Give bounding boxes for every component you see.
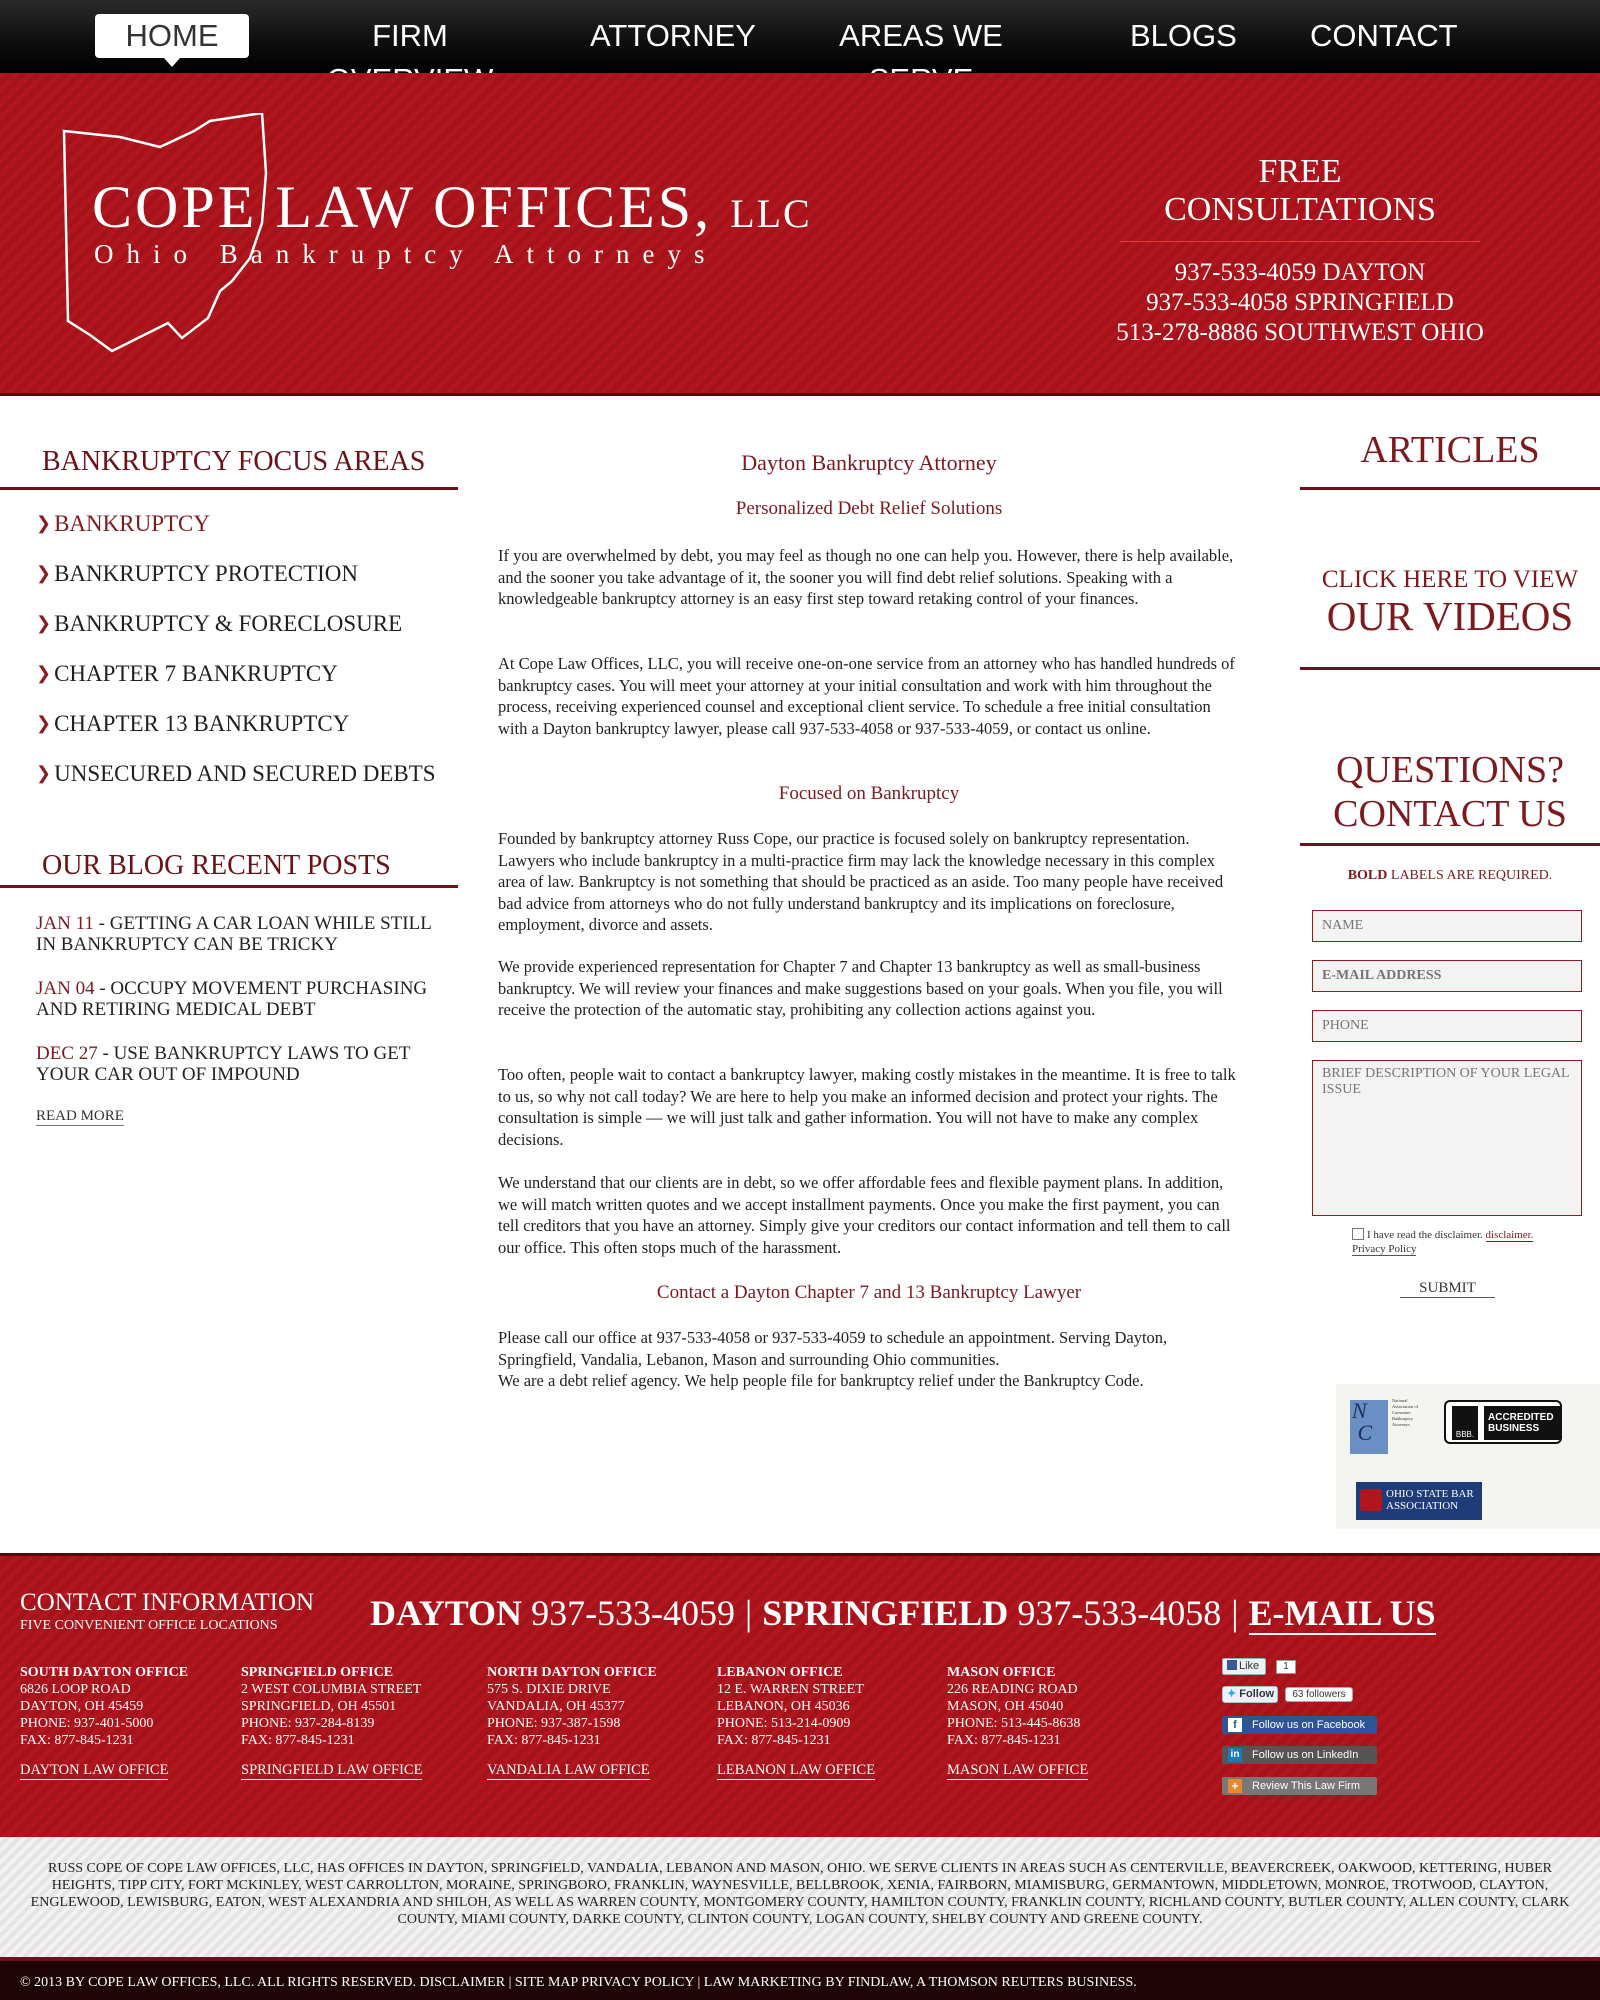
blog-post[interactable]: DEC 27 - USE BANKRUPTCY LAWS TO GET YOUR CAR OUT OF IMPOUND bbox=[36, 1043, 411, 1085]
required-note: BOLD LABELS ARE REQUIRED. bbox=[1347, 868, 1553, 883]
site-header bbox=[0, 73, 1600, 396]
plus-icon: + bbox=[1228, 1779, 1242, 1793]
chevron-right-icon: ❯ bbox=[36, 513, 52, 533]
office-mason: MASON OFFICE 226 READING ROAD MASON, OH 45040 PHONE: 513-445-8638 FAX: 877-845-1231 bbox=[947, 1665, 1081, 1748]
paragraph: Please call our office at 937-533-4058 or 937-533-4059 to schedule an appointment. Serving Dayton, Springfield, Vandalia, Lebanon, Mason and surrounding Ohio communities. bbox=[498, 1328, 1168, 1369]
office-south-dayton: SOUTH DAYTON OFFICE 6826 LOOP ROAD DAYTON, OH 45459 PHONE: 937-401-5000 FAX: 877-845-1231 bbox=[20, 1665, 189, 1748]
site-footer bbox=[0, 1553, 1600, 1837]
videos-bottom-text: OUR VIDEOS bbox=[1326, 593, 1574, 639]
blog-post[interactable]: JAN 11 - GETTING A CAR LOAN WHILE STILL IN BANKRUPTCY CAN BE TRICKY bbox=[36, 913, 432, 955]
paragraph: At Cope Law Offices, LLC, you will receive one-on-one service from an attorney who has handled hundreds of bankruptcy cases. You will meet your attorney at your initial consultation and work with him throughout the process, receiving experienced counsel and exceptional client service. To schedule a free initial consultation with a Dayton bankruptcy lawyer, please call 937-533-4058 or 937-533-4059, or contact us online. bbox=[498, 654, 1235, 738]
office-springfield: SPRINGFIELD OFFICE 2 WEST COLUMBIA STREET SPRINGFIELD, OH 45501 PHONE: 937-284-8139 FAX: 877-845-1231 bbox=[241, 1665, 422, 1748]
areas-served-text: RUSS COPE OF COPE LAW OFFICES, LLC, HAS OFFICES IN DAYTON, SPRINGFIELD, VANDALIA, LEBANON AND MASON, OHIO. WE SERVE CLIENTS IN AREAS SUCH AS CENTERVILLE, BEAVERCREEK, OAKWOOD, KETTERING, HUBER HEIGHTS, TIPP CITY, FORT MCKINLEY, WEST CARROLLTON, MORAINE, SPRINGBORO, FRANKLIN, WAYNESVILLE, BELLBROOK, XENIA, FAIRBORN, MIAMISBURG, GERMANTOWN, MIDDLETOWN, MONROE, TROTWOOD, CLAYTON, ENGLEWOOD, LEWISBURG, EATON, WEST ALEXANDRIA AND SHILOH, AS WELL AS WARREN COUNTY, MONTGOMERY COUNTY, HAMILTON COUNTY, FRANKLIN COUNTY, RICHLAND COUNTY, BUTLER COUNTY, ALLEN COUNTY, CLARK COUNTY, MIAMI COUNTY, DARKE COUNTY, CLINTON COUNTY, LOGAN COUNTY, SHELBY COUNTY AND GREENE COUNTY. bbox=[0, 1837, 1600, 1957]
like-count: 1 bbox=[1276, 1660, 1296, 1674]
office-north-dayton: NORTH DAYTON OFFICE 575 S. DIXIE DRIVE VANDALIA, OH 45377 PHONE: 937-387-1598 FAX: 877-845-1231 bbox=[487, 1665, 657, 1748]
blog-title: USE BANKRUPTCY LAWS TO GET YOUR CAR OUT OF IMPOUND bbox=[36, 1043, 411, 1085]
facebook-like-button[interactable]: Like bbox=[1222, 1658, 1266, 1675]
blog-post[interactable]: JAN 04 - OCCUPY MOVEMENT PURCHASING AND RETIRING MEDICAL DEBT bbox=[36, 978, 428, 1020]
name-field[interactable] bbox=[1312, 910, 1582, 942]
articles-link[interactable]: ARTICLES bbox=[1300, 428, 1600, 490]
read-more-link[interactable]: READ MORE bbox=[36, 1108, 124, 1124]
section-heading: Focused on Bankruptcy bbox=[778, 783, 960, 804]
paragraph: We understand that our clients are in debt, so we offer affordable fees and flexible payment plans. In addition, we will match written quotes and we accept installment payments. Once you make the first payment, you can tell creditors that you have an attorney. Simply give your creditors our contact information and tell them to call our office. This often stops much of the harassment. bbox=[498, 1173, 1231, 1257]
videos-top-text: CLICK HERE TO VIEW bbox=[1321, 566, 1579, 593]
phone-dayton[interactable]: 937-533-4059 DAYTON bbox=[1174, 259, 1426, 286]
blog-date: JAN 04 bbox=[36, 978, 95, 999]
privacy-policy-footer-link[interactable]: PRIVACY POLICY bbox=[581, 1975, 694, 1990]
dayton-label: DAYTON bbox=[370, 1593, 523, 1633]
nav-blogs[interactable]: BLOGS bbox=[1130, 18, 1237, 53]
chevron-right-icon: ❯ bbox=[36, 563, 52, 583]
copyright: © 2013 BY COPE LAW OFFICES, LLC. ALL RIGHTS RESERVED. bbox=[20, 1975, 417, 1990]
footer-phones: DAYTON 937-533-4059 | SPRINGFIELD 937-533-4058 | E-MAIL US bbox=[370, 1593, 1436, 1633]
chevron-right-icon: ❯ bbox=[36, 663, 52, 683]
nav-areas-we-serve[interactable]: AREAS WE bbox=[839, 18, 1003, 53]
email-field[interactable] bbox=[1312, 960, 1582, 992]
chevron-right-icon: ❯ bbox=[36, 713, 52, 733]
linkedin-icon: in bbox=[1228, 1748, 1242, 1762]
disclaimer-checkbox[interactable] bbox=[1352, 1228, 1364, 1240]
bottom-bar: © 2013 BY COPE LAW OFFICES, LLC. ALL RIGHTS RESERVED. DISCLAIMER | SITE MAP PRIVACY POLICY | LAW MARKETING BY FINDLAW, A THOMSON REUTERS BUSINESS. bbox=[0, 1957, 1600, 2000]
springfield-label: SPRINGFIELD bbox=[762, 1593, 1009, 1633]
focus-item-bankruptcy[interactable]: ❯ BANKRUPTCY bbox=[36, 511, 211, 536]
privacy-policy-link[interactable]: Privacy Policy bbox=[1352, 1243, 1417, 1255]
section-heading: Personalized Debt Relief Solutions bbox=[735, 498, 1003, 519]
nav-firm-overview[interactable]: FIRM bbox=[372, 18, 448, 53]
dayton-law-office-link[interactable]: DAYTON LAW OFFICE bbox=[20, 1762, 169, 1778]
contact-info-title: CONTACT INFORMATION bbox=[20, 1589, 315, 1616]
nav-home[interactable]: HOME bbox=[95, 14, 249, 58]
focus-item-bankruptcy-foreclosure[interactable]: ❯ BANKRUPTCY & FORECLOSURE bbox=[36, 611, 403, 636]
disclaimer-row: I have read the disclaimer. disclaimer. Privacy Policy bbox=[1352, 1229, 1534, 1255]
nav-contact[interactable]: CONTACT bbox=[1310, 18, 1458, 53]
focus-item-chapter-7[interactable]: ❯ CHAPTER 7 BANKRUPTCY bbox=[36, 661, 338, 686]
logo-tagline: Ohio Bankruptcy Attorneys bbox=[94, 239, 718, 269]
blog-title: GETTING A CAR LOAN WHILE STILL IN BANKRUPTCY CAN BE TRICKY bbox=[36, 913, 432, 955]
consult-title: FREE CONSULTATIONS bbox=[1120, 153, 1480, 242]
logo-llc: LLC bbox=[730, 191, 812, 236]
disclaimer-footer-link[interactable]: DISCLAIMER bbox=[419, 1975, 506, 1990]
phone-springfield[interactable]: 937-533-4058 SPRINGFIELD bbox=[1146, 289, 1454, 316]
free-consultations bbox=[1060, 153, 1540, 348]
top-nav bbox=[0, 0, 1600, 73]
submit-button[interactable]: SUBMIT bbox=[1400, 1280, 1495, 1298]
blog-heading: OUR BLOG RECENT POSTS bbox=[0, 850, 458, 888]
email-us-link[interactable]: E-MAIL US bbox=[1248, 1593, 1436, 1633]
paragraph: Too often, people wait to contact a bankruptcy lawyer, making costly mistakes in the meantime. It is free to talk to us, so why not call today? We are here to help you make an informed decision and protect your rights. The consultation is simple — we will just talk and gather information. You will not have to make any complex decisions. bbox=[498, 1065, 1236, 1149]
paragraph: We provide experienced representation for Chapter 7 and Chapter 13 bankruptcy as well as small-business bankruptcy. We will review your finances and make suggestions based on your goals. When you file, you will receive the protection of the automatic stay, prohibiting any collection actions against you. bbox=[498, 957, 1223, 1019]
follow-facebook-button[interactable]: f Follow us on Facebook bbox=[1222, 1716, 1377, 1734]
bbb-badge[interactable]: BBB. ACCREDITED BUSINESS bbox=[1444, 1400, 1562, 1444]
nav-attorney[interactable]: ATTORNEY bbox=[590, 18, 756, 53]
chevron-right-icon: ❯ bbox=[36, 613, 52, 633]
twitter-icon: ✦ bbox=[1227, 1688, 1237, 1700]
facebook-icon: f bbox=[1228, 1718, 1242, 1732]
focus-areas-heading: BANKRUPTCY FOCUS AREAS bbox=[0, 446, 458, 490]
focus-item-chapter-13[interactable]: ❯ CHAPTER 13 BANKRUPTCY bbox=[36, 711, 350, 736]
follow-linkedin-button[interactable]: in Follow us on LinkedIn bbox=[1222, 1746, 1377, 1764]
disclaimer-link[interactable]: disclaimer. bbox=[1485, 1229, 1534, 1241]
blog-title: OCCUPY MOVEMENT PURCHASING AND RETIRING MEDICAL DEBT bbox=[36, 978, 428, 1020]
bbb-torch-icon: BBB. bbox=[1452, 1406, 1478, 1440]
videos-link[interactable] bbox=[1300, 566, 1600, 670]
logo-name: COPE LAW OFFICES, bbox=[92, 174, 713, 240]
naca-logo[interactable]: N C National Association of Consumer Bankruptcy Attorneys bbox=[1350, 1394, 1420, 1454]
paragraph: Founded by bankruptcy attorney Russ Cope, our practice is focused solely on bankruptcy representation. Lawyers who include bankruptcy in a multi-practice firm may lack the knowledge necessary in this complex area of law. Bankruptcy is not something that should be practiced as an aside. Too many people have received bad advice from attorneys who do not fully understand bankruptcy and its implications on foreclosure, employment, divorce and assets. bbox=[498, 829, 1224, 934]
findlaw-link[interactable]: LAW MARKETING BY FINDLAW, A THOMSON REUTERS BUSINESS. bbox=[703, 1975, 1137, 1990]
page-title: Dayton Bankruptcy Attorney bbox=[741, 450, 997, 475]
blog-date: JAN 11 bbox=[36, 913, 94, 934]
lebanon-law-office-link[interactable]: LEBANON LAW OFFICE bbox=[717, 1762, 876, 1778]
logo[interactable] bbox=[92, 173, 812, 242]
contact-info-subtitle: FIVE CONVENIENT OFFICE LOCATIONS bbox=[20, 1618, 278, 1633]
badges-panel bbox=[1336, 1384, 1600, 1529]
section-heading: Contact a Dayton Chapter 7 and 13 Bankruptcy Lawyer bbox=[656, 1282, 1082, 1303]
springfield-law-office-link[interactable]: SPRINGFIELD LAW OFFICE bbox=[241, 1762, 423, 1778]
review-law-firm-button[interactable]: + Review This Law Firm bbox=[1222, 1777, 1377, 1795]
paragraph: We are a debt relief agency. We help people file for bankruptcy relief under the Bankruptcy Code. bbox=[498, 1371, 1144, 1390]
osba-logo[interactable]: OHIO STATE BAR ASSOCIATION bbox=[1356, 1482, 1482, 1520]
facebook-icon bbox=[1227, 1660, 1237, 1670]
springfield-phone[interactable]: 937-533-4058 bbox=[1017, 1593, 1222, 1633]
paragraph: If you are overwhelmed by debt, you may feel as though no one can help you. However, there is help available, and the sooner you take advantage of it, the sooner you will find debt relief solutions. Speaking with a knowledgeable bankruptcy attorney is an easy first step toward retaking control of your finances. bbox=[498, 546, 1234, 608]
contact-us-text: CONTACT US bbox=[1333, 793, 1567, 835]
twitter-follow-button[interactable]: ✦ Follow bbox=[1222, 1686, 1278, 1703]
chevron-right-icon: ❯ bbox=[36, 763, 52, 783]
followers-count: 63 followers bbox=[1285, 1687, 1353, 1702]
focus-item-bankruptcy-protection[interactable]: ❯ BANKRUPTCY PROTECTION bbox=[36, 561, 359, 586]
questions-text: QUESTIONS? bbox=[1336, 749, 1564, 791]
office-lebanon: LEBANON OFFICE 12 E. WARREN STREET LEBANON, OH 45036 PHONE: 513-214-0909 FAX: 877-845-1231 bbox=[717, 1665, 864, 1748]
phone-southwest-ohio[interactable]: 513-278-8886 SOUTHWEST OHIO bbox=[1116, 319, 1484, 346]
phone-field[interactable] bbox=[1312, 1010, 1582, 1042]
site-map-link[interactable]: SITE MAP bbox=[514, 1975, 578, 1990]
blog-date: DEC 27 bbox=[36, 1043, 98, 1064]
osba-seal-icon bbox=[1360, 1489, 1382, 1511]
vandalia-law-office-link[interactable]: VANDALIA LAW OFFICE bbox=[487, 1762, 650, 1778]
contact-heading bbox=[1300, 748, 1600, 846]
mason-law-office-link[interactable]: MASON LAW OFFICE bbox=[947, 1762, 1089, 1778]
focus-item-unsecured-secured-debts[interactable]: ❯ UNSECURED AND SECURED DEBTS bbox=[36, 761, 436, 786]
description-field[interactable] bbox=[1312, 1060, 1582, 1216]
dayton-phone[interactable]: 937-533-4059 bbox=[531, 1593, 736, 1633]
